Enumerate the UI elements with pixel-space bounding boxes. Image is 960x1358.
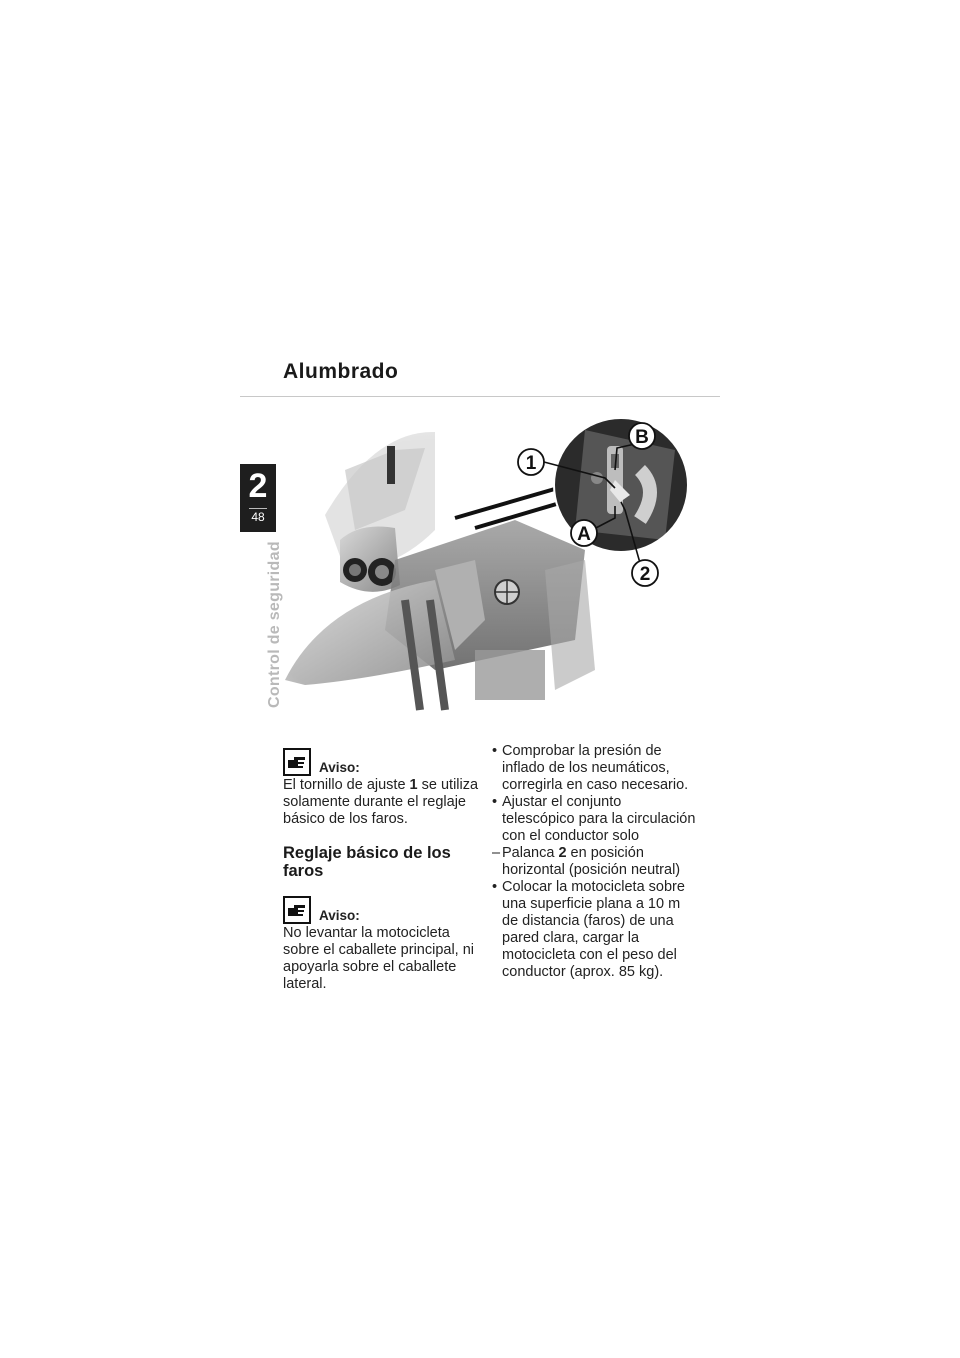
list-item xyxy=(492,743,697,794)
motorcycle-headlight-figure xyxy=(285,410,725,720)
notice-2-text: No levantar la motocicleta sobre el caballete principal, ni apoyarla sobre el caballete lateral. xyxy=(283,925,475,992)
instruction-list xyxy=(492,743,697,981)
notice-1-text-after: se utiliza solamente durante el reglaje básico de los faros. xyxy=(283,777,479,827)
dash-marker: – xyxy=(492,845,501,861)
list-item-text: Comprobar la presión de inflado de los neumáticos, corregirla en caso necesario. xyxy=(502,743,689,793)
callout-2-label: 2 xyxy=(639,564,651,585)
notice-1 xyxy=(283,748,483,776)
callout-a-label: A xyxy=(577,524,591,545)
title-divider xyxy=(240,396,720,397)
list-item-text: Ajustar el conjunto telescópico para la circulación con el conductor solo xyxy=(502,794,696,844)
page-number: 48 xyxy=(251,510,265,524)
callout-2 xyxy=(632,560,658,586)
notice-hand-icon xyxy=(283,896,311,924)
callout-b-label: B xyxy=(635,427,649,448)
notice-1-ref: 1 xyxy=(409,777,418,793)
callout-b xyxy=(629,423,655,449)
callout-1 xyxy=(518,449,544,475)
subheading: Reglaje básico de los faros xyxy=(283,844,451,880)
bullet-marker: • xyxy=(492,879,498,895)
bullet-marker: • xyxy=(492,794,498,810)
list-item-text-after: en posición horizontal (posición neutral) xyxy=(502,845,681,878)
notice-1-label: Aviso: xyxy=(319,760,360,775)
page-title: Alumbrado xyxy=(283,360,399,383)
notice-2 xyxy=(283,896,483,924)
notice-hand-icon xyxy=(283,748,311,776)
left-column xyxy=(283,748,483,993)
callout-a xyxy=(571,520,597,546)
chapter-tab xyxy=(240,464,276,532)
notice-2-label: Aviso: xyxy=(319,908,360,923)
right-column xyxy=(492,743,697,981)
list-item-ref: 2 xyxy=(558,845,567,861)
callout-1-label: 1 xyxy=(525,453,537,474)
list-item-text-before: Palanca xyxy=(502,845,559,861)
list-item xyxy=(492,794,697,845)
chapter-number: 2 xyxy=(248,467,268,505)
list-item xyxy=(492,845,697,879)
chapter-tab-divider xyxy=(249,508,267,509)
bullet-marker: • xyxy=(492,743,498,759)
list-item-text: Colocar la motocicleta sobre una superficie plana a 10 m de distancia (faros) de una pared clara, cargar la motocicleta con el peso del conductor (aprox. 85 kg). xyxy=(502,879,685,980)
section-side-label: Control de seguridad xyxy=(266,541,283,708)
notice-1-text-before: El tornillo de ajuste xyxy=(283,777,410,793)
notice-1-text xyxy=(283,777,483,828)
list-item xyxy=(492,879,697,981)
